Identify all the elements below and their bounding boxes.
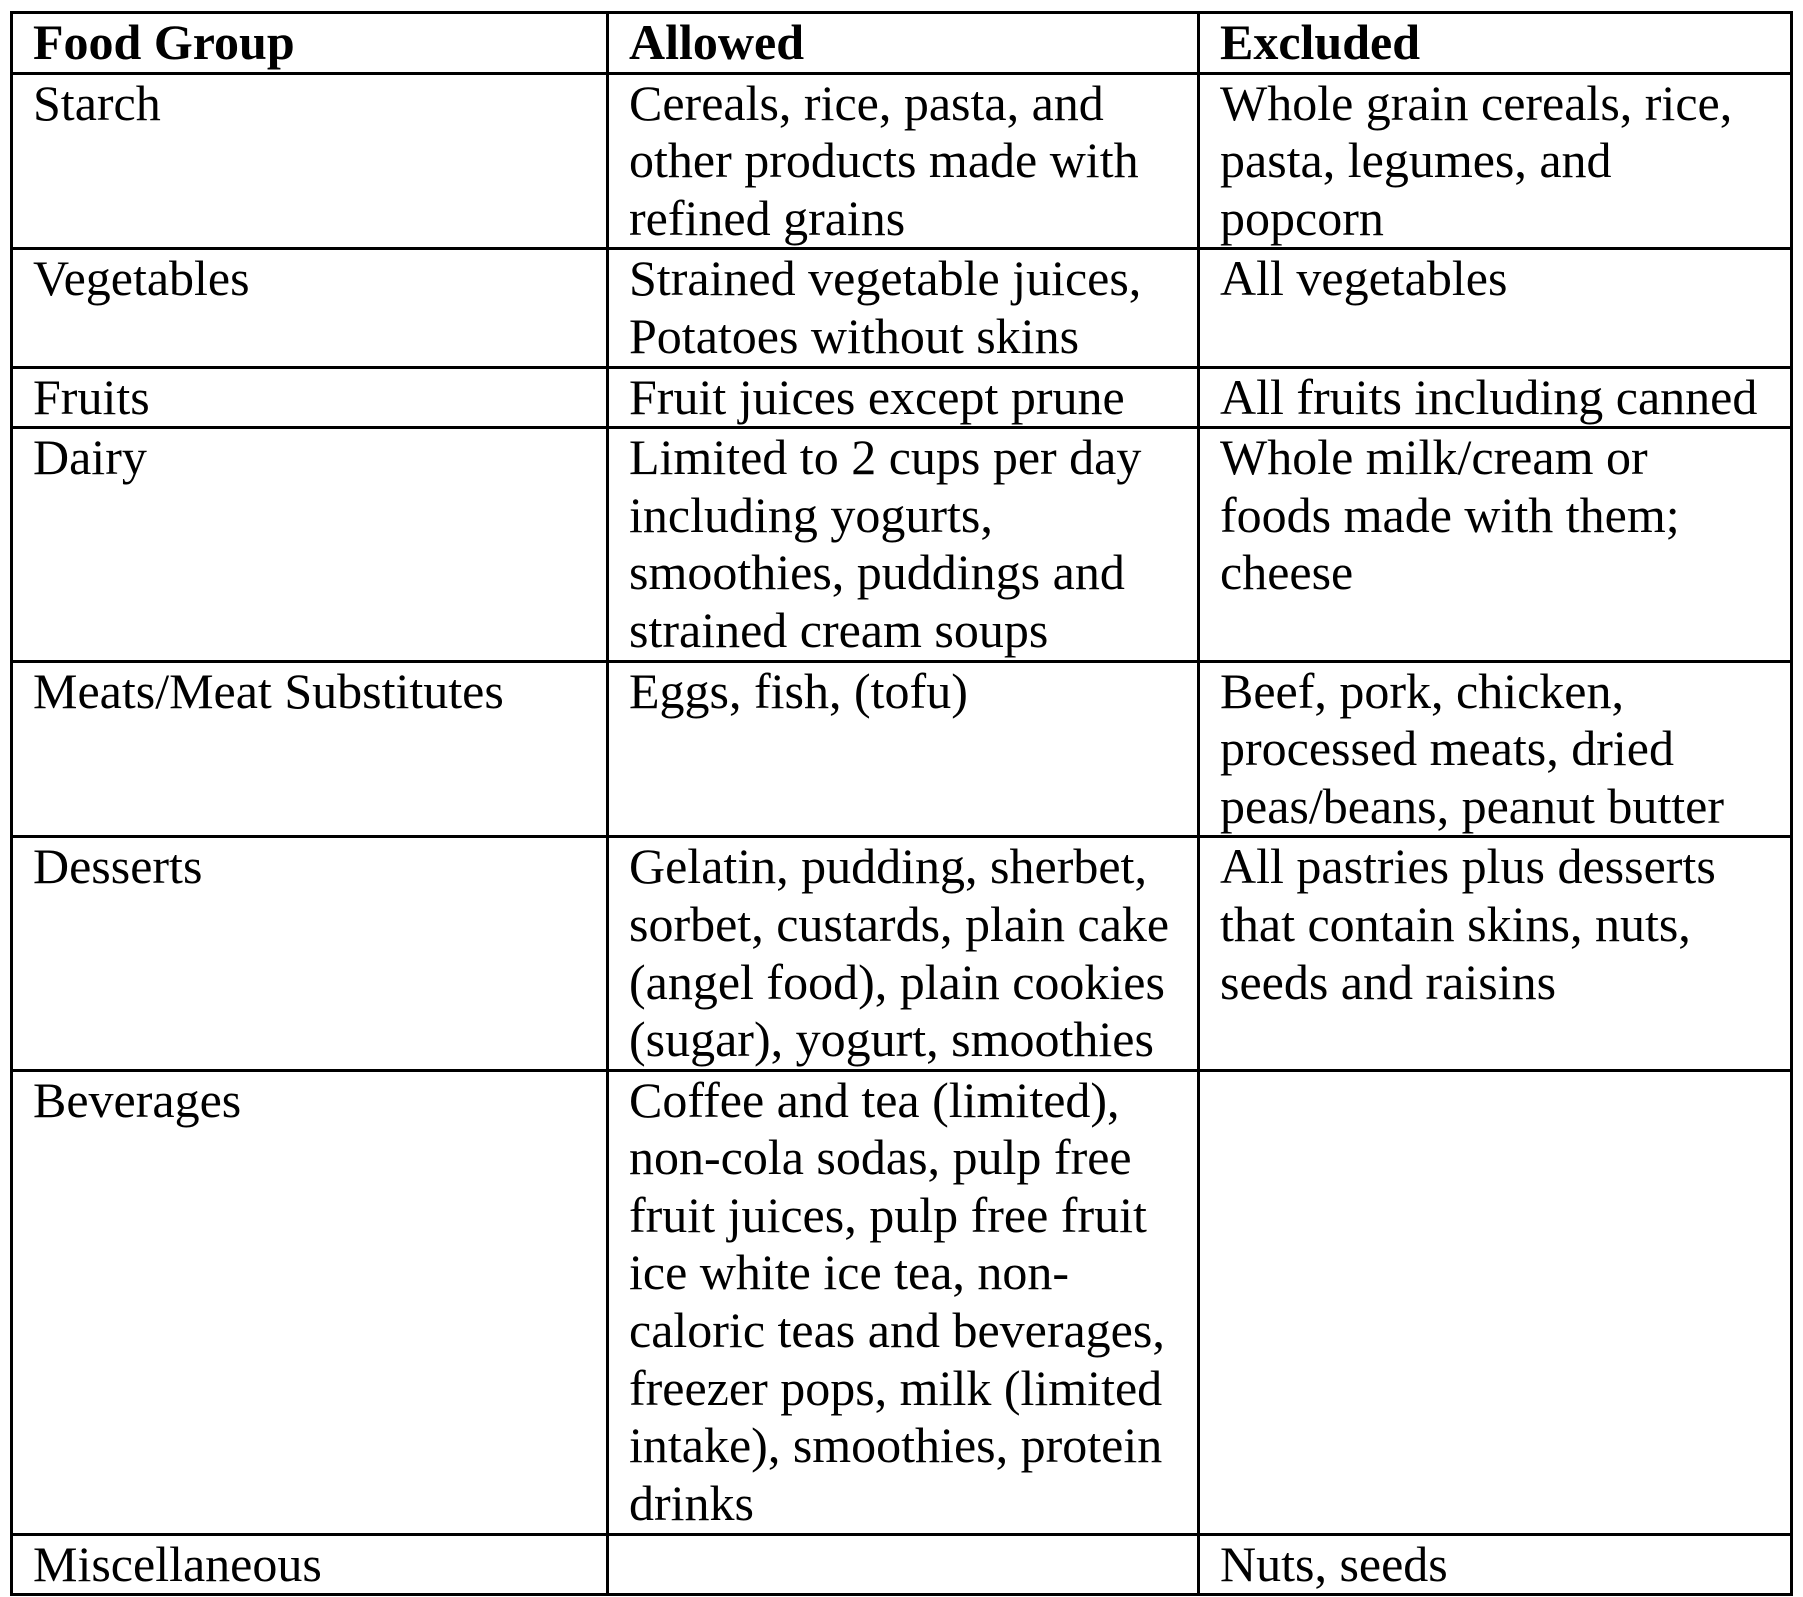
header-excluded: Excluded xyxy=(1199,13,1792,74)
table-row xyxy=(12,837,1792,1070)
table-row xyxy=(12,1534,1792,1595)
excluded-cell: All pastries plus desserts that contain skins, nuts, seeds and raisins xyxy=(1199,837,1792,1070)
excluded-cell xyxy=(1199,1070,1792,1534)
food-group-cell: Desserts xyxy=(12,837,608,1070)
table-row xyxy=(12,73,1792,249)
food-group-cell: Meats/Meat Substitutes xyxy=(12,661,608,837)
excluded-cell: Whole grain cereals, rice, pasta, legumes, and popcorn xyxy=(1199,73,1792,249)
allowed-cell xyxy=(608,1534,1199,1595)
table-row xyxy=(12,428,1792,661)
food-group-table xyxy=(10,11,1793,1596)
excluded-cell: Beef, pork, chicken, processed meats, dried peas/beans, peanut butter xyxy=(1199,661,1792,837)
allowed-cell: Coffee and tea (limited), non-cola sodas, pulp free fruit juices, pulp free fruit ice white ice tea, non- caloric teas and beverages, freezer pops, milk (limited intake), smoothies, protein drinks xyxy=(608,1070,1199,1534)
allowed-cell: Limited to 2 cups per day including yogurts, smoothies, puddings and strained cream soups xyxy=(608,428,1199,661)
excluded-cell: Nuts, seeds xyxy=(1199,1534,1792,1595)
food-group-cell: Starch xyxy=(12,73,608,249)
food-group-cell: Fruits xyxy=(12,367,608,428)
table-row xyxy=(12,367,1792,428)
allowed-cell: Cereals, rice, pasta, and other products made with refined grains xyxy=(608,73,1199,249)
allowed-cell: Gelatin, pudding, sherbet, sorbet, custards, plain cake (angel food), plain cookies (sugar), yogurt, smoothies xyxy=(608,837,1199,1070)
food-group-cell: Dairy xyxy=(12,428,608,661)
header-food-group: Food Group xyxy=(12,13,608,74)
table-row xyxy=(12,249,1792,367)
allowed-cell: Fruit juices except prune xyxy=(608,367,1199,428)
allowed-cell: Strained vegetable juices, Potatoes without skins xyxy=(608,249,1199,367)
food-group-cell: Miscellaneous xyxy=(12,1534,608,1595)
food-group-cell: Beverages xyxy=(12,1070,608,1534)
excluded-cell: All fruits including canned xyxy=(1199,367,1792,428)
table-row xyxy=(12,661,1792,837)
allowed-cell: Eggs, fish, (tofu) xyxy=(608,661,1199,837)
food-group-cell: Vegetables xyxy=(12,249,608,367)
header-allowed: Allowed xyxy=(608,13,1199,74)
excluded-cell: All vegetables xyxy=(1199,249,1792,367)
table-header-row xyxy=(12,13,1792,74)
table-row xyxy=(12,1070,1792,1534)
excluded-cell: Whole milk/cream or foods made with them; cheese xyxy=(1199,428,1792,661)
